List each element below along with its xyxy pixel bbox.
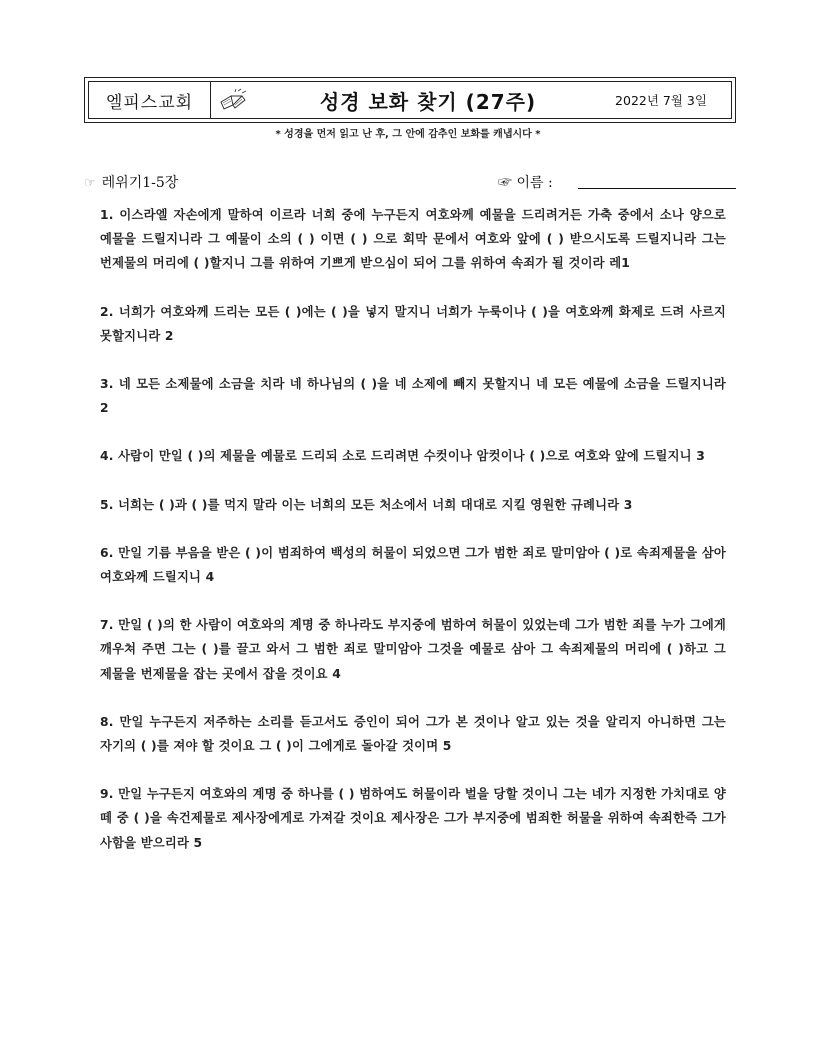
question-item: 9. 만일 누구든지 여호와의 계명 중 하나를 ( ) 범하여도 허물이라 벌을 당할 것이니 그는 네가 지정한 가치대로 양 떼 중 ( )을 속건제물로 제사장에게로 가져갈 것이요 제사장은 그가 부지중에 범죄한 허물을 위하여 속죄한즉 그가 사함을 받으리라 5 xyxy=(100,787,726,850)
question-item: 6. 만일 기름 부음을 받은 ( )이 범죄하여 백성의 허물이 되었으면 그가 범한 죄로 말미암아 ( )로 속죄제물을 삼아 여호와께 드릴지니 4 xyxy=(100,545,726,585)
question-item: 7. 만일 ( )의 한 사람이 여호와의 계명 중 하나라도 부지중에 범하여 허물이 있었는데 그가 범한 죄를 누가 그에게 깨우쳐 주면 그는 ( )를 끌고 와서 그 범한 죄로 말미암아 그것을 예물로 삼아 그 속죄제물의 머리에 ( )하고 그 제물을 번제물을 잡는 곳에서 잡을 것이요 4 xyxy=(100,618,726,681)
date-label: 2022년 7월 3일 xyxy=(615,93,707,108)
name-field[interactable] xyxy=(578,188,736,189)
open-book-icon xyxy=(211,82,255,118)
scripture-reference-text: 레위기1-5장 xyxy=(101,175,179,191)
church-name: 엘피스교회 xyxy=(89,82,211,118)
question-item: 4. 사람이 만일 ( )의 제물을 예물로 드리되 소로 드리려면 수컷이나 암컷이나 ( )으로 여호와 앞에 드릴지니 3 xyxy=(100,449,705,464)
question-item: 8. 만일 누구든지 저주하는 소리를 듣고서도 증인이 되어 그가 본 것이나 알고 있는 것을 알리지 아니하면 그는 자기의 ( )를 져야 할 것이요 그 ( )이 그에게로 돌아갈 것이며 5 xyxy=(100,714,726,754)
header-inner xyxy=(88,81,732,119)
page-title: 성경 보화 찾기 (27주) xyxy=(319,89,537,114)
questions-list xyxy=(100,203,726,855)
question-item: 3. 네 모든 소제물에 소금을 치라 네 하나님의 ( )을 네 소제에 빼지 못할지니 네 모든 예물에 소금을 드릴지니라 2 xyxy=(100,377,726,416)
name-label-text: ☞ 이름 : xyxy=(498,175,553,191)
name-label xyxy=(414,172,553,192)
header-box xyxy=(84,77,736,123)
instruction-text: * 성경을 먼저 읽고 난 후, 그 안에 감추인 보화를 캐냅시다 * xyxy=(275,129,541,140)
question-item: 5. 너희는 ( )과 ( )를 먹지 말라 이는 너희의 모든 처소에서 너희 대대로 지킬 영원한 규례니라 3 xyxy=(100,497,633,512)
question-item: 1. 이스라엘 자손에게 말하여 이르라 너희 중에 누구든지 여호와께 예물을 드리려거든 가축 중에서 소나 양으로 예물을 드릴지니라 그 예물이 소의 ( ) 이면 ( ) 으로 회막 문에서 여호와 앞에 ( ) 받으시도록 드릴지니라 그는 번제물의 머리에 ( )할지니 그를 위하여 기쁘게 받으심이 되어 그를 위하여 속죄가 될 것이라 레1 xyxy=(100,208,726,271)
scripture-reference xyxy=(84,172,178,192)
pointing-hand-icon: ☞ xyxy=(84,176,96,191)
question-item: 2. 너희가 여호와께 드리는 모든 ( )에는 ( )을 넣지 말지니 너희가 누룩이나 ( )을 여호와께 화제로 드려 사르지 못할지니라 2 xyxy=(100,304,726,343)
